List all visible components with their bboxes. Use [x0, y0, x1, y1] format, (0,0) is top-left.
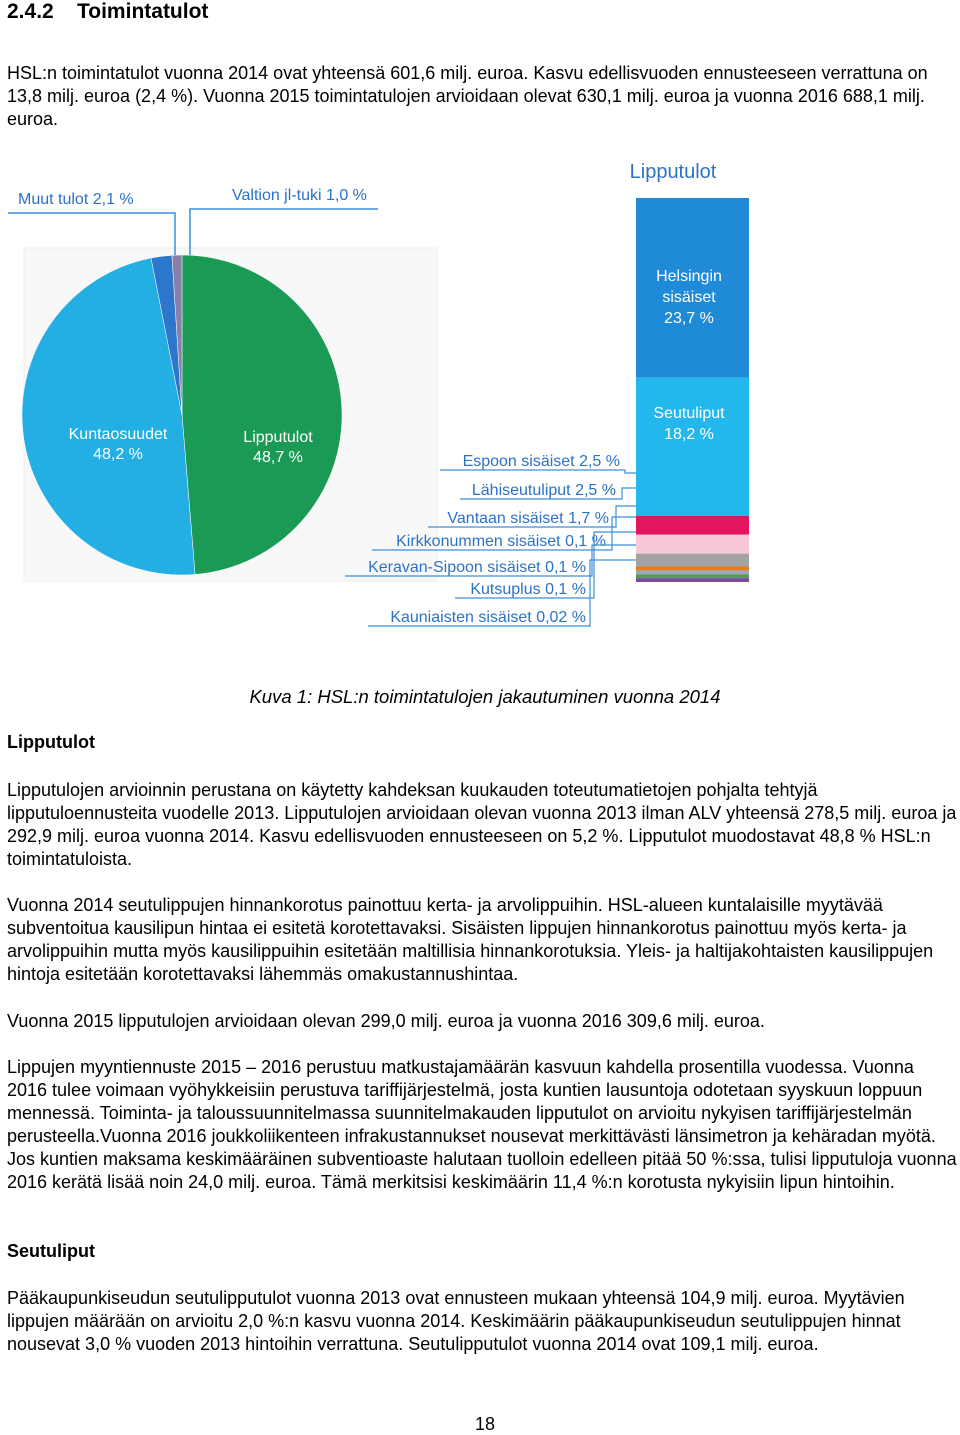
- bar-value-seutuliput: 18,2 %: [664, 426, 714, 443]
- subheading-lipputulot: Lipputulot: [7, 732, 95, 752]
- bar-segment-helsingin-sis-iset: [636, 198, 749, 378]
- bar-segment-kauniaisten-sis-iset: [636, 578, 749, 582]
- bar-segment-kutsuplus: [636, 574, 749, 578]
- svg-text:Muut tulot 2,1 %: [18, 191, 134, 208]
- lipputulot-paragraph-1: Lipputulojen arvioinnin perustana on käytetty kahdeksan kuukauden toteutumatietojen pohjalta tehtyjä lipputuloennusteita vuodelle 2013. Lipputulojen arvioidaan olevan vuonna 2013 ilman ALV yhteensä 278,5 milj. euroa ja 292,9 milj. euroa vuonna 2014. Kasvu edellisvuoden ennusteeseen on 5,2 %. Lipputulot muodostavat 48,8 % HSL:n toimintatuloista.: [7, 780, 957, 869]
- legend-kirkkonummi: Kirkkonummen sisäiset 0,1 %: [396, 533, 606, 550]
- page-number: 18: [474, 1414, 496, 1434]
- bar-value-helsinki: 23,7 %: [664, 310, 714, 327]
- bar-label-seutuliput: Seutuliput: [653, 405, 725, 422]
- pie: [22, 255, 342, 575]
- lipputulot-paragraph-2: Vuonna 2014 seutulippujen hinnankorotus painottuu kerta- ja arvolippuihin. HSL-alueen kuntalaisille myytävää subventoitua kausilipun hintaa ei esitetä korotettavaksi. Sisäisten lippujen hinnankorotus painottuu myös kerta- ja arvolippuihin mutta myös kausilippuihin esitetään maltillisia hinnankorotuksia. Yleis- ja haltijakohtaisten kausilippujen hintoja esitetään korotettavaksi lähemmäs omakustannushintaa.: [7, 895, 934, 984]
- figure-caption: Kuva 1: HSL:n toimintatulojen jakautuminen vuonna 2014: [249, 686, 721, 707]
- legend-kauniainen: Kauniaisten sisäiset 0,02 %: [390, 609, 586, 626]
- revenue-chart: [0, 150, 960, 640]
- lipputulot-paragraph-4: Lippujen myyntiennuste 2015 – 2016 perustuu matkustajamäärän kasvuun kahdella prosentilla vuodessa. Vuonna 2016 tulee voimaan vyöhykkeisiin perustuva tariffijärjestelmä, josta kuntien lausuntoja odotetaan syyskuun loppuun mennessä. Toiminta- ja taloussuunnitelmassa suunnitelmakauden lipputulot on arvioitu nykyisen tariffijärjestelmän perusteella.Vuonna 2016 joukkoliikenteen infrakustannukset nousevat merkittävästi länsimetron ja kehäradan myötä. Jos kuntien maksama keskimääräinen subventioaste halutaan tuolloin edelleen pitää 50 %:ssa, tulisi lipputuloja vuonna 2016 kerätä lisää noin 24,0 milj. euroa. Tämä merkitsisi keskimäärin 11,4 %:n korotusta nykyisiin lipun hintoihin.: [7, 1057, 957, 1192]
- section-heading: [7, 0, 208, 24]
- svg-text:Valtion jl-tuki 1,0 %: [232, 187, 367, 204]
- slice-value-kuntaosuudet: 48,2 %: [93, 446, 143, 463]
- callout-muut-tulot: [8, 191, 175, 255]
- legend-espoo: Espoon sisäiset 2,5 %: [462, 453, 620, 470]
- slice-label-lipputulot: Lipputulot: [243, 429, 313, 446]
- bar-segment-keravan-sipoon-sis-iset: [636, 570, 749, 574]
- bar-label-helsinki-2: sisäiset: [662, 289, 716, 306]
- section-number: 2.4.2: [7, 0, 54, 23]
- seutuliput-paragraph-1: Pääkaupunkiseudun seutulipputulot vuonna 2013 ovat ennusteen mukaan yhteensä 104,9 milj. euroa. Myytävien lippujen määrään on arvioitu 2,0 %:n kasvu vuonna 2014. Keskimäärin pääkaupunkiseudun seutulippujen hinnat nousevat 3,0 % vuoden 2013 hintoihin verrattuna. Seutulipputulot vuonna 2014 ovat 109,1 milj. euroa.: [7, 1288, 905, 1354]
- subheading-seutuliput: Seutuliput: [7, 1241, 95, 1261]
- bar-segment-kirkkonummen-sis-iset: [636, 567, 749, 571]
- callout-value-muut-tulot: 2,1 %: [92, 191, 134, 208]
- breakdown-title: Lipputulot: [629, 161, 717, 183]
- callout-label-valtion: Valtion jl-tuki: [232, 187, 322, 204]
- slice-label-kuntaosuudet: Kuntaosuudet: [68, 426, 168, 443]
- callout-value-valtion: 1,0 %: [325, 187, 367, 204]
- legend-kerava-sipoo: Keravan-Sipoon sisäiset 0,1 %: [368, 559, 586, 576]
- bar-segment-seutuliput: [636, 378, 749, 516]
- legend-vantaa: Vantaan sisäiset 1,7 %: [447, 510, 609, 527]
- bar-segment-l-hiseutuliput: [636, 535, 749, 554]
- legend-kutsuplus: Kutsuplus 0,1 %: [470, 581, 586, 598]
- callout-label-muut-tulot: Muut tulot: [18, 191, 89, 208]
- legend-lahiseutuliput: Lähiseutuliput 2,5 %: [471, 482, 616, 499]
- bar-label-helsinki-1: Helsingin: [656, 268, 722, 285]
- section-title: Toimintatulot: [77, 0, 209, 23]
- breakdown-bar: [636, 198, 749, 582]
- bar-segment-vantaan-sis-iset: [636, 554, 749, 567]
- callout-valtion-jl-tuki: [190, 187, 378, 255]
- slice-value-lipputulot: 48,7 %: [253, 449, 303, 466]
- lipputulot-paragraph-3: Vuonna 2015 lipputulojen arvioidaan olevan 299,0 milj. euroa ja vuonna 2016 309,6 milj. euroa.: [7, 1011, 765, 1031]
- intro-paragraph: HSL:n toimintatulot vuonna 2014 ovat yhteensä 601,6 milj. euroa. Kasvu edellisvuoden ennusteeseen verrattuna on 13,8 milj. euroa (2,4 %). Vuonna 2015 toimintatulojen arvioidaan olevat 630,1 milj. euroa ja vuonna 2016 688,1 milj. euroa.: [7, 63, 928, 129]
- bar-segment-espoon-sis-iset: [636, 516, 749, 535]
